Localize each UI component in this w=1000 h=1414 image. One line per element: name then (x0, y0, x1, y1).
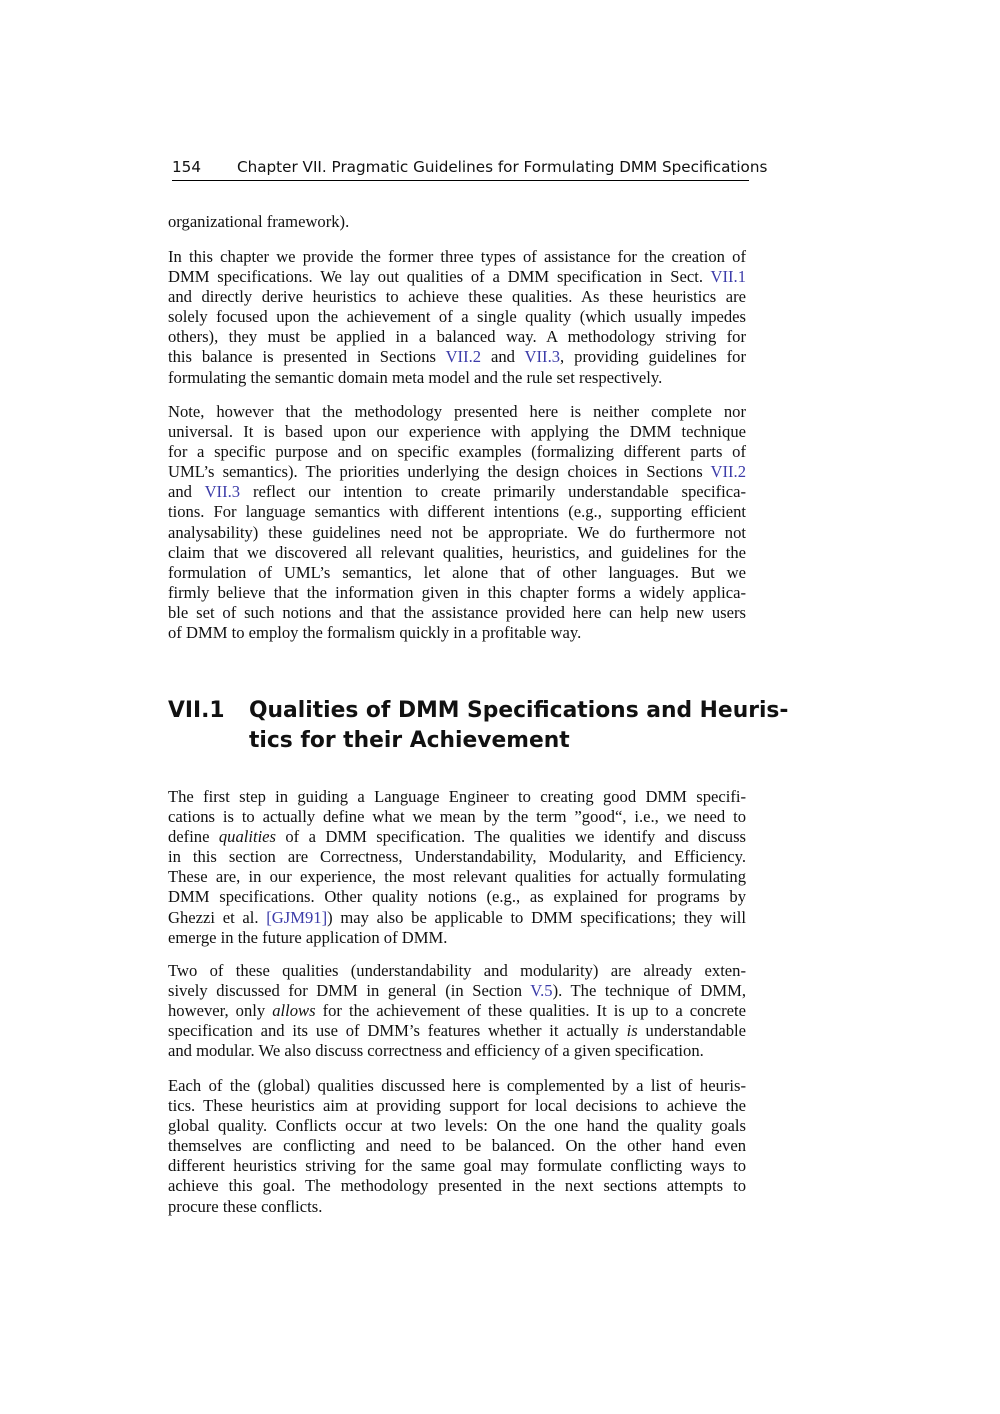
section-link-vii1[interactable]: VII.1 (710, 267, 746, 287)
text-line: specification and its use of DMM’s features whether it actually is understandable (168, 1021, 746, 1041)
paragraph-intro (168, 247, 746, 388)
text-line: formulating the semantic domain meta model and the rule set respectively. (168, 367, 663, 387)
text-line: These are, in our experience, the most relevant qualities for actually formulating (168, 867, 746, 887)
section-link-v5[interactable]: V.5 (530, 981, 553, 1001)
section-link-vii3[interactable]: VII.3 (204, 482, 241, 502)
text-line: DMM specifications. We lay out qualities of a DMM specification in Sect. VII.1 (168, 267, 746, 287)
section-title-line: Qualities of DMM Specifications and Heuris- (249, 698, 789, 723)
text-line: analysability) these guidelines need not be appropriate. We do furthermore not (168, 522, 746, 542)
emphasis: allows (272, 1001, 316, 1021)
emphasis: is (626, 1021, 638, 1041)
text-line: sively discussed for DMM in general (in Section V.5). The technique of DMM, (168, 981, 746, 1001)
text-line: achieve this goal. The methodology presented in the next sections attempts to (168, 1176, 746, 1196)
text-line: The first step in guiding a Language Engineer to creating good DMM specifi- (168, 787, 746, 806)
text-line: claim that we discovered all relevant qualities, heuristics, and guidelines for the (168, 542, 746, 562)
text-line: and VII.3 reflect our intention to create primarily understandable specifica- (168, 482, 746, 502)
page-number: 154 (172, 158, 201, 176)
text-line: cations is to actually define what we mean by the term ”good“, i.e., we need to (168, 807, 746, 827)
paragraph-qualities (168, 787, 746, 948)
text-line: firmly believe that the information given in this chapter forms a widely applica- (168, 582, 746, 602)
paragraph-two-qualities (168, 961, 746, 1061)
text-line: formulation of UML’s semantics, let alone that of other languages. But we (168, 562, 746, 582)
text-line: ble set of such notions and that the assistance provided here can help new users (168, 602, 746, 622)
text-line: UML’s semantics). The priorities underlying the design choices in Sections VII.2 (168, 462, 746, 482)
section-title (249, 696, 789, 756)
section-link-vii2[interactable]: VII.2 (710, 462, 746, 482)
text-line: tions. For language semantics with different intentions (e.g., supporting efficient (168, 502, 746, 522)
text-line: different heuristics striving for the same goal may formulate conflicting ways to (168, 1156, 746, 1176)
text-line: emerge in the future application of DMM. (168, 927, 448, 947)
text-line: this balance is presented in Sections VII.2 and VII.3, providing guidelines for (168, 347, 746, 367)
text-line: of DMM to employ the formalism quickly in a profitable way. (168, 623, 582, 643)
text-line: procure these conflicts. (168, 1196, 323, 1216)
paragraph-continuation (168, 212, 746, 232)
emphasis: qualities (218, 827, 276, 847)
section-link-vii2[interactable]: VII.2 (445, 347, 482, 367)
paragraph-heuristics (168, 1076, 746, 1217)
text-line: universal. It is based upon our experience with applying the DMM technique (168, 422, 746, 442)
citation-link-gjm91[interactable]: [GJM91] (266, 907, 328, 927)
text-line: Each of the (global) qualities discussed here is complemented by a list of heuris- (168, 1076, 746, 1095)
text-line: In this chapter we provide the former three types of assistance for the creation of (168, 247, 746, 266)
text-line: DMM specifications. Other quality notions (e.g., as explained for programs by (168, 887, 746, 907)
text-line: define qualities of a DMM specification. The qualities we identify and discuss (168, 827, 747, 847)
running-title: Chapter VII. Pragmatic Guidelines for Formulating DMM Specifications (237, 158, 768, 176)
text-line: solely focused upon the achievement of a single quality (which usually impedes (168, 307, 746, 327)
paragraph-note (168, 402, 746, 643)
text-line: Note, however that the methodology presented here is neither complete nor (168, 402, 746, 421)
section-number: VII.1 (168, 698, 225, 723)
text-line: however, only allows for the achievement of these qualities. It is up to a concrete (168, 1001, 747, 1021)
running-header (172, 156, 768, 181)
text-line: and modular. We also discuss correctness and efficiency of a given specification. (168, 1041, 704, 1061)
text-line: and directly derive heuristics to achieve these qualities. As these heuristics are (168, 287, 746, 307)
text-line: tics. These heuristics aim at providing support for local decisions to achieve the (168, 1096, 746, 1116)
text-line: for a specific purpose and on specific examples (formalizing different parts of (168, 442, 746, 462)
text-line: organizational framework). (168, 212, 350, 231)
text-line: others), they must be applied in a balanced way. A methodology striving for (168, 327, 746, 347)
text-line: themselves are conflicting and need to be balanced. On the other hand even (168, 1136, 746, 1156)
section-link-vii3[interactable]: VII.3 (524, 347, 561, 367)
text-line: in this section are Correctness, Understandability, Modularity, and Efficiency. (168, 847, 746, 867)
text-line: global quality. Conflicts occur at two levels: On the one hand the quality goals (168, 1116, 746, 1136)
text-line: Ghezzi et al. [GJM91]) may also be applicable to DMM specifications; they will (168, 907, 746, 927)
section-title-line: tics for their Achievement (249, 728, 570, 753)
text-line: Two of these qualities (understandability and modularity) are already exten- (168, 961, 746, 980)
